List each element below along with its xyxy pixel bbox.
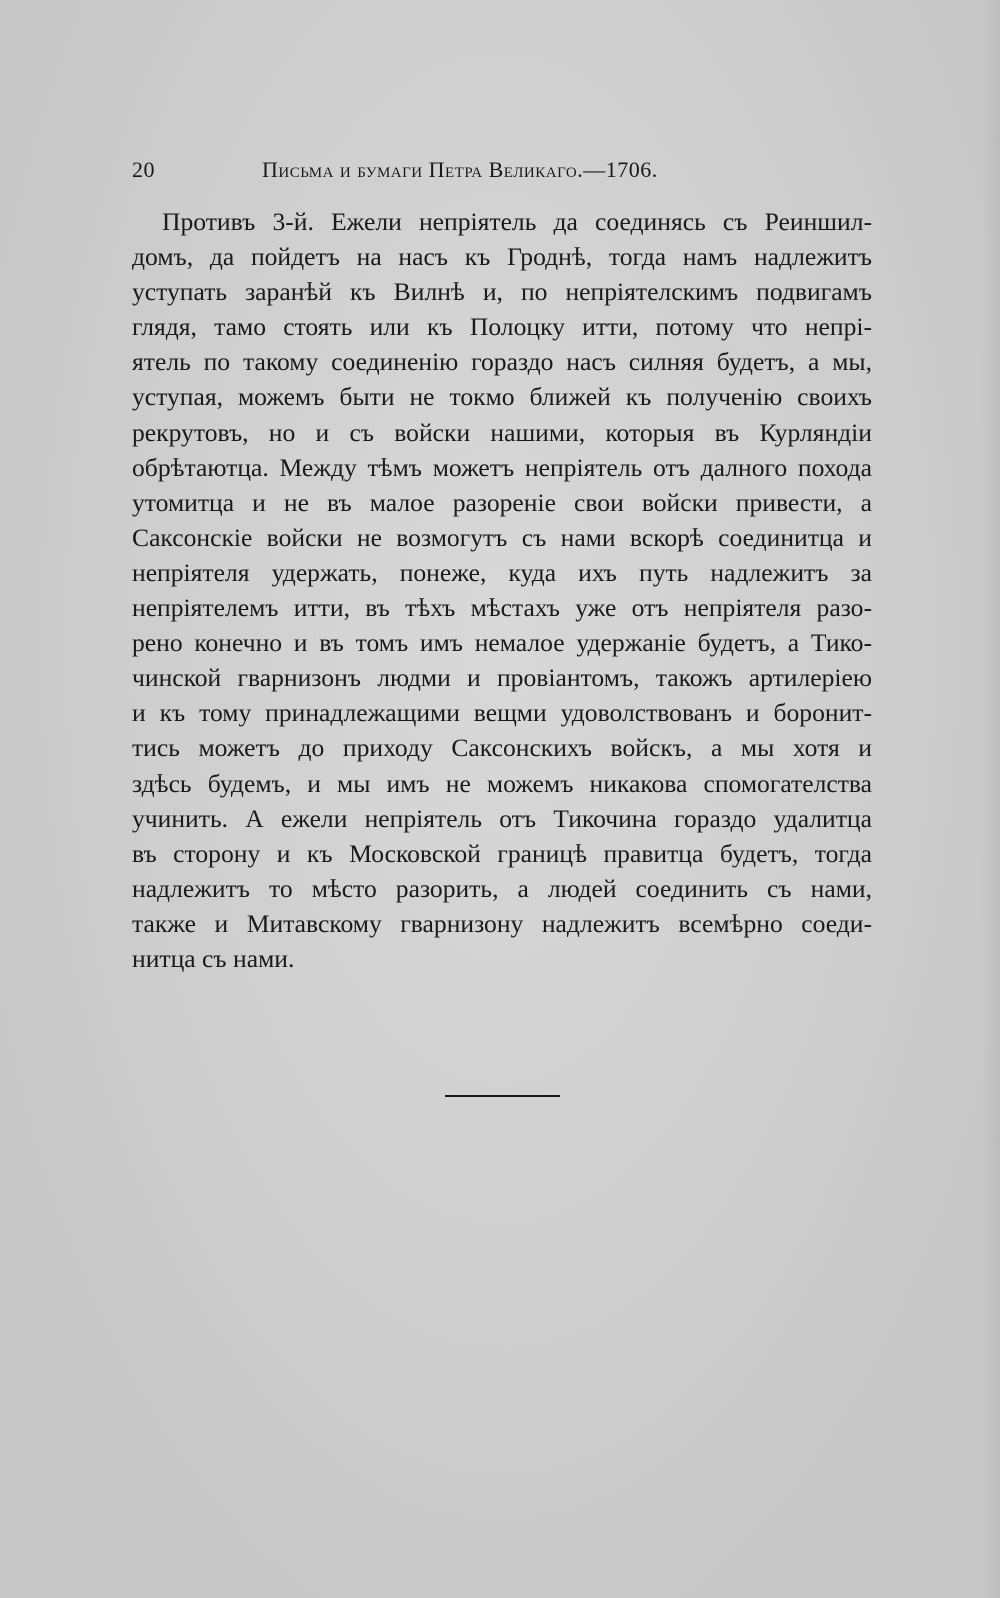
- text-line: уступая, можемъ быти не токмо ближей къ полученію своихъ: [132, 382, 872, 412]
- text-line: утомитца и не въ малое разореніе свои войски привести, а: [132, 487, 872, 517]
- text-line: надлежитъ то мѣсто разорить, а людей соединить съ нами,: [132, 873, 872, 903]
- text-line: рено конечно и въ томъ имъ немалое удержаніе будетъ, а Тико-: [132, 628, 872, 658]
- running-head: [132, 152, 717, 188]
- page-edge-shadow: [982, 0, 1000, 1598]
- text-line: Саксонскіе войски не возмогутъ съ нами вскорѣ соединитца и: [132, 522, 872, 552]
- text-line: глядя, тамо стоять или къ Полоцку итти, потому что непрі-: [132, 312, 872, 342]
- text-line: въ сторону и къ Московской границѣ правитца будетъ, тогда: [132, 838, 872, 868]
- text-line: и къ тому принадлежащими вещми удоволствованъ и боронит-: [132, 698, 872, 728]
- text-line: учинить. А ежели непріятель отъ Тикочина гораздо удалитца: [132, 803, 872, 833]
- text-line: чинской гварнизонъ людми и провіантомъ, такожъ артилеріею: [132, 663, 872, 693]
- text-line: рекрутовъ, но и съ войски нашими, которыя въ Курляндіи: [132, 417, 872, 447]
- text-line: домъ, да пойдетъ на насъ къ Гроднѣ, тогда намъ надлежитъ: [132, 242, 872, 272]
- text-line: также и Митавскому гварнизону надлежитъ всемѣрно соеди-: [132, 908, 872, 938]
- running-head-title: Письма и бумаги Петра Великаго.—1706.: [262, 157, 658, 182]
- page-number: 20: [132, 157, 155, 182]
- text-line: ятель по такому соединенію гораздо насъ силняя будетъ, а мы,: [132, 347, 872, 377]
- text-line: нитца съ нами.: [132, 943, 295, 973]
- text-line: непріятеля удержать, понеже, куда ихъ путь надлежитъ за: [132, 557, 872, 587]
- section-end-rule: [445, 1095, 560, 1097]
- text-line: Противъ 3-й. Ежели непріятель да соединясь съ Реиншил-: [162, 207, 872, 236]
- text-line: здѣсь будемъ, и мы имъ не можемъ никакова спомогателства: [132, 768, 872, 798]
- text-line: уступать заранѣй къ Вилнѣ и, по непріятелскимъ подвигамъ: [132, 277, 872, 307]
- text-line: тись можетъ до приходу Саксонскихъ войскъ, а мы хотя и: [132, 733, 872, 763]
- text-line: обрѣтаютца. Между тѣмъ можетъ непріятель отъ далного похода: [132, 452, 872, 482]
- text-line: непріятелемъ итти, въ тѣхъ мѣстахъ уже отъ непріятеля разо-: [132, 593, 872, 623]
- body-text: [132, 204, 872, 976]
